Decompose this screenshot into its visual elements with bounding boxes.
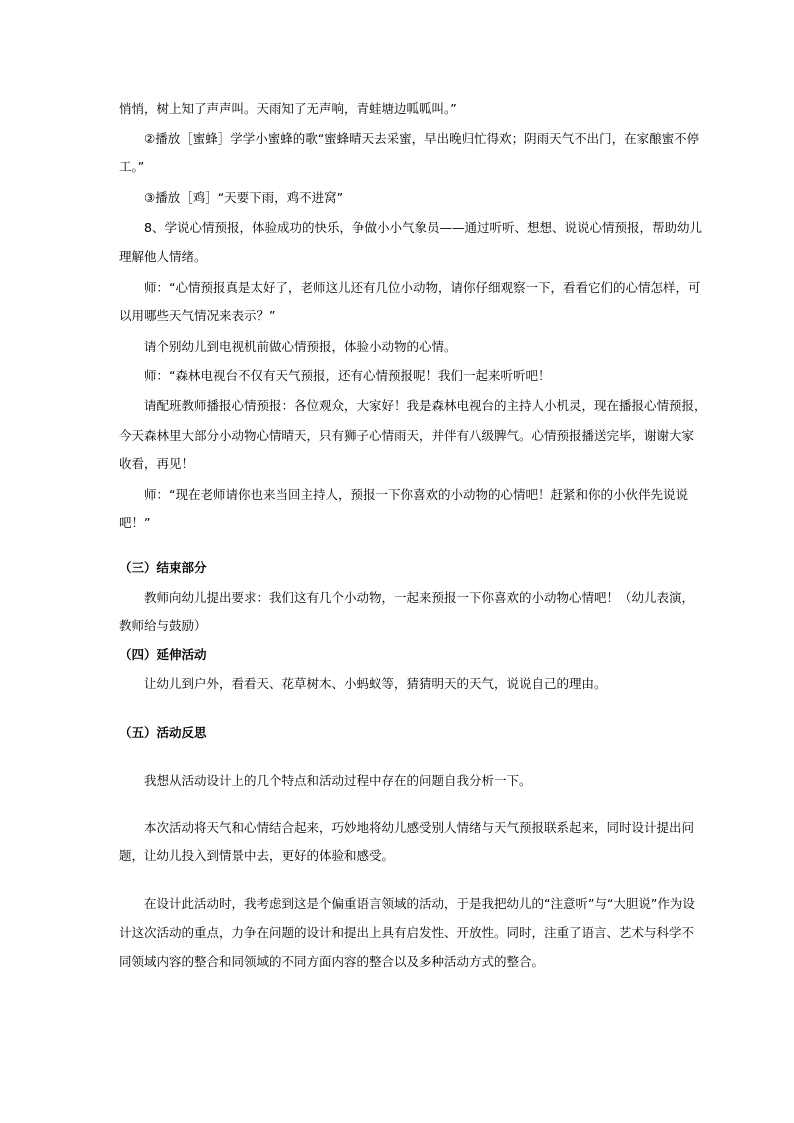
text-line: 请个别幼儿到电视机前做心情预报，体验小动物的心情。: [144, 339, 457, 354]
text-line: 教师给与鼓励）: [119, 618, 207, 633]
text-line: 8、学说心情预报，体验成功的快乐，争做小小气象员——通过听听、想想、说说心情预报，帮助幼儿: [144, 220, 702, 235]
text-line: 理解他人情绪。: [119, 249, 207, 264]
text-line: 悄悄，树上知了声声叫。天雨知了无声响，青蛙塘边呱呱叫。”: [119, 101, 457, 116]
section-heading: （四）延伸活动: [119, 647, 207, 662]
text-line: 计这次活动的重点，力争在问题的设计和提出上具有启发性、开放性。同时，注重了语言、艺术与科学不: [119, 925, 695, 940]
text-line: 工。”: [119, 159, 145, 174]
text-line: 在设计此活动时，我考虑到这是个偏重语言领域的活动，于是我把幼儿的“注意听”与“大胆说”作为设: [144, 896, 695, 911]
text-line: 题，让幼儿投入到情景中去，更好的体验和感受。: [119, 848, 395, 863]
text-line: 同领域内容的整合和同领域的不同方面内容的整合以及多种活动方式的整合。: [119, 954, 545, 969]
text-line: 教师向幼儿提出要求：我们这有几个小动物，一起来预报一下你喜欢的小动物心情吧！（幼儿表演，: [144, 590, 695, 605]
text-line: 我想从活动设计上的几个特点和活动过程中存在的问题自我分析一下。: [144, 773, 532, 788]
section-heading: （五）活动反思: [119, 725, 207, 740]
text-line: ③播放［鸡］“天要下雨，鸡不进窝”: [144, 190, 344, 205]
text-line: 本次活动将天气和心情结合起来，巧妙地将幼儿感受别人情绪与天气预报联系起来，同时设计提出问: [144, 820, 695, 835]
text-line: 师：“森林电视台不仅有天气预报，还有心情预报呢！我们一起来听听吧！: [144, 368, 551, 383]
section-heading: （三）结束部分: [119, 560, 207, 575]
text-line: 吧！”: [119, 515, 151, 530]
text-line: 师：“现在老师请你也来当回主持人，预报一下你喜欢的小动物的心情吧！赶紧和你的小伙伴先说说: [144, 487, 688, 502]
text-line: 让幼儿到户外，看看天、花草树木、小蚂蚁等，猜猜明天的天气，说说自己的理由。: [144, 676, 607, 691]
text-line: 以用哪些天气情况来表示？”: [119, 308, 276, 323]
text-line: ②播放［蜜蜂］学学小蜜蜂的歌“蜜蜂晴天去采蜜，早出晚归忙得欢；阴雨天气不出门，在家酿蜜不停: [144, 131, 700, 146]
text-line: 请配班教师播报心情预报：各位观众，大家好！我是森林电视台的主持人小机灵，现在播报心情预报，: [144, 398, 707, 413]
text-line: 收看，再见！: [119, 456, 195, 471]
text-line: 今天森林里大部分小动物心情晴天，只有狮子心情雨天，并伴有八级脾气。心情预报播送完毕，谢谢大家: [119, 428, 695, 443]
text-line: 师：“心情预报真是太好了，老师这儿还有几位小动物，请你仔细观察一下，看看它们的心情怎样，可: [144, 280, 701, 295]
